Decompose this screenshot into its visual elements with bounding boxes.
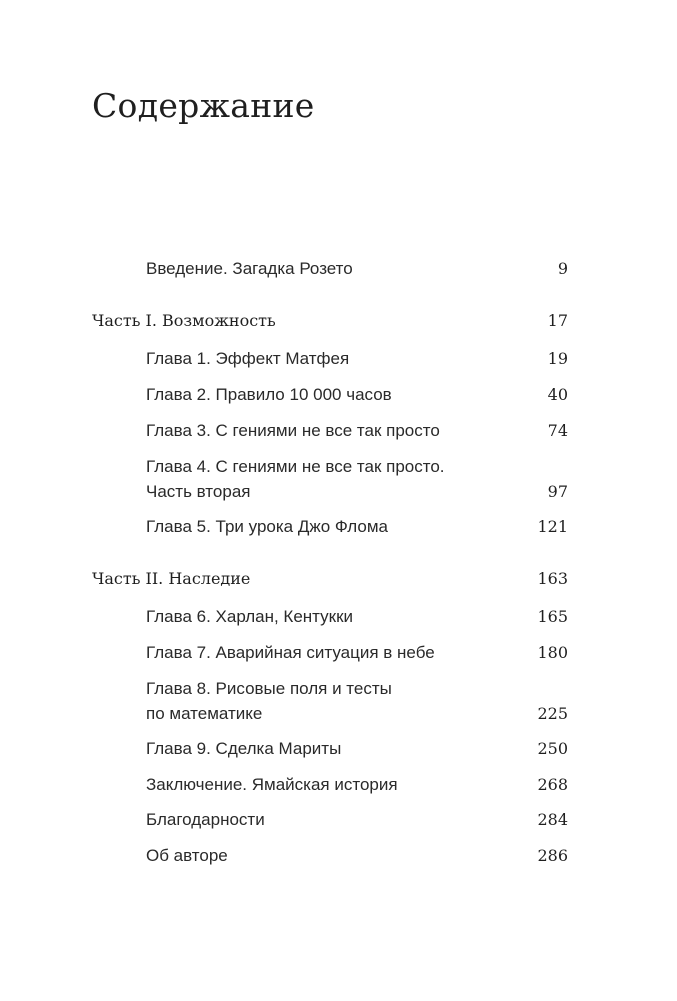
toc-entry-label: Глава 5. Три урока Джо Флома [146, 517, 388, 536]
toc-page-number: 165 [537, 607, 568, 626]
toc-entry-label: Глава 7. Аварийная ситуация в небе [146, 643, 435, 662]
toc-entry-label-line-1: Глава 4. С гениями не все так просто. [146, 457, 445, 476]
toc-page-number: 17 [547, 311, 568, 330]
toc-page-number: 250 [537, 739, 568, 758]
toc-page-number: 225 [537, 704, 568, 723]
toc-page-number: 180 [537, 643, 568, 662]
toc-entry-label: Введение. Загадка Розето [146, 259, 353, 278]
toc-entry-label: Благодарности [146, 810, 265, 829]
toc-page-number: 74 [547, 421, 568, 440]
toc-entry-label: Глава 9. Сделка Мариты [146, 739, 342, 758]
toc-entry-label [146, 676, 392, 726]
toc-page-number: 19 [547, 349, 568, 368]
toc-page-number: 163 [537, 569, 568, 588]
toc-page-number: 286 [537, 846, 568, 865]
page-title: Содержание [92, 86, 315, 125]
toc-entry-label-line-2: Часть вторая [146, 482, 251, 501]
toc-entry-label [146, 454, 445, 504]
toc-entry-label: Глава 2. Правило 10 000 часов [146, 385, 392, 404]
toc-page-number: 97 [547, 482, 568, 501]
toc-page-number: 40 [547, 385, 568, 404]
toc-entry-label: Заключение. Ямайская история [146, 775, 398, 794]
toc-entry-label: Глава 1. Эффект Матфея [146, 349, 350, 368]
toc-page-number: 284 [537, 810, 568, 829]
toc-entry-label-line-2: по математике [146, 704, 263, 723]
toc-part-label: Часть II. Наследие [92, 569, 251, 588]
toc-entry-label: Об авторе [146, 846, 228, 865]
toc-entry-label: Глава 6. Харлан, Кентукки [146, 607, 354, 626]
toc-part-label: Часть I. Возможность [92, 311, 276, 330]
toc-page-number: 268 [537, 775, 568, 794]
toc-page-number: 121 [537, 517, 568, 536]
toc-entry-label-line-1: Глава 8. Рисовые поля и тесты [146, 679, 392, 698]
toc-page-number: 9 [557, 259, 568, 278]
toc-entry-label: Глава 3. С гениями не все так просто [146, 421, 440, 440]
